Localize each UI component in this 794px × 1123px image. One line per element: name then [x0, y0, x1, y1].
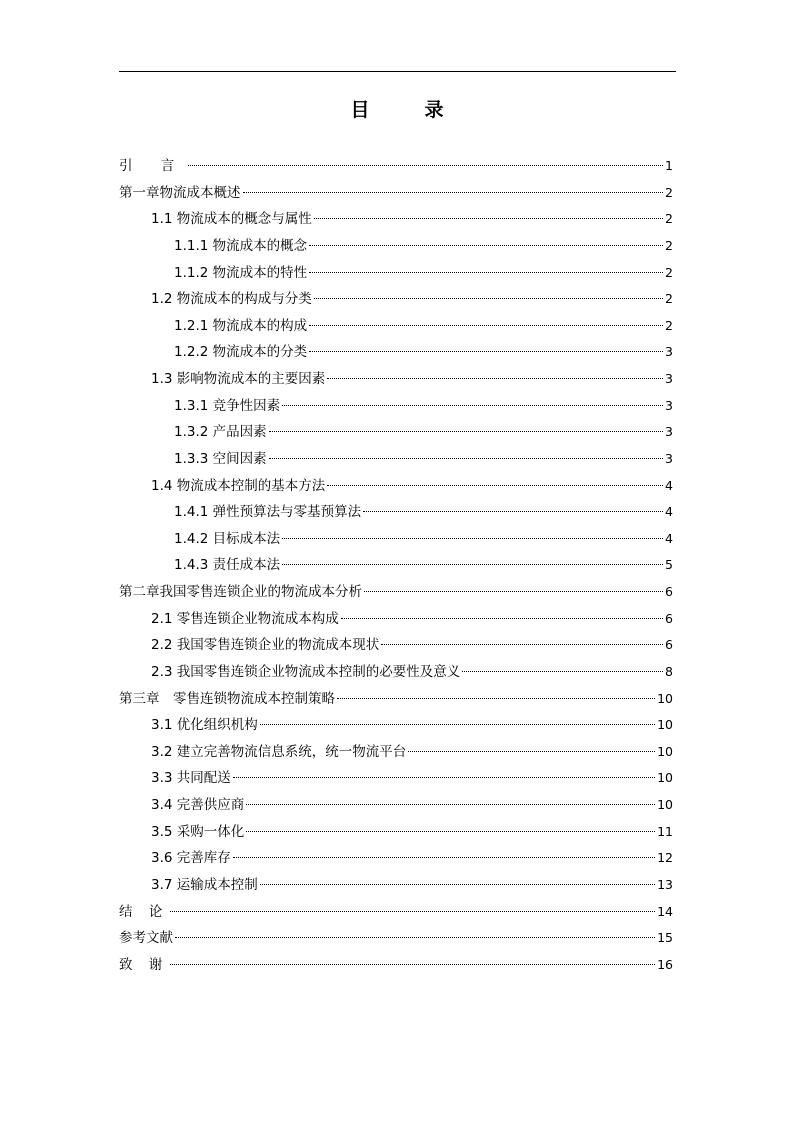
- dot-leader: [381, 644, 663, 645]
- toc-entry-label: 引 言: [119, 158, 187, 174]
- toc-entry-label: 1.3.3 空间因素: [174, 450, 267, 467]
- toc-entry-label: 1.3.1 竞争性因素: [174, 397, 281, 414]
- toc-page-number: 12: [657, 850, 673, 866]
- toc-entry[interactable]: [119, 659, 673, 686]
- toc-page-number: 13: [657, 876, 673, 892]
- dot-leader: [327, 485, 663, 486]
- toc-entry-label: 1.4.1 弹性预算法与零基预算法: [174, 504, 362, 521]
- toc-entry-label: 1.1 物流成本的概念与属性: [151, 211, 312, 228]
- dot-leader: [341, 618, 663, 619]
- toc-page-number: 6: [665, 610, 673, 626]
- toc-page-number: 8: [665, 663, 673, 679]
- toc-entry-label: 2.3 我国零售连锁企业物流成本控制的必要性及意义: [151, 663, 461, 680]
- toc-entry-label: 1.2.1 物流成本的构成: [174, 317, 308, 334]
- dot-leader: [233, 777, 655, 778]
- toc-page-number: 3: [665, 450, 673, 466]
- toc-page-number: 16: [657, 956, 673, 972]
- toc-entry-label: 第一章物流成本概述: [119, 184, 241, 201]
- toc-entry-label: 2.2 我国零售连锁企业的物流成本现状: [151, 637, 380, 654]
- toc-entry[interactable]: [119, 499, 673, 526]
- toc-entry-label: 1.2.2 物流成本的分类: [174, 344, 308, 361]
- toc-page-number: 2: [665, 237, 673, 253]
- toc-entry-label: 3.7 运输成本控制: [151, 876, 258, 893]
- toc-page-number: 6: [665, 637, 673, 653]
- toc-entry[interactable]: [119, 686, 673, 713]
- toc-entry[interactable]: [119, 925, 673, 952]
- toc-entry[interactable]: [119, 180, 673, 207]
- toc-entry[interactable]: [119, 313, 673, 340]
- toc-page-number: 2: [665, 184, 673, 200]
- toc-entry[interactable]: [119, 526, 673, 553]
- toc-entry-label: 1.2 物流成本的构成与分类: [151, 291, 312, 308]
- toc-entry-label: 2.1 零售连锁企业物流成本构成: [151, 610, 339, 627]
- toc-entry-label: 3.2 建立完善物流信息系统，统一物流平台: [151, 743, 407, 760]
- toc-page-number: 11: [657, 823, 673, 839]
- dot-leader: [269, 458, 663, 459]
- toc-page-number: 10: [657, 743, 673, 759]
- dot-leader: [337, 698, 655, 699]
- toc-entry[interactable]: [119, 792, 673, 819]
- toc-entry[interactable]: [119, 579, 673, 606]
- dot-leader: [246, 804, 655, 805]
- toc-entry[interactable]: [119, 845, 673, 872]
- toc-entry[interactable]: [119, 473, 673, 500]
- dot-leader: [309, 351, 663, 352]
- header-rule: [119, 71, 676, 72]
- toc-entry-label: 3.3 共同配送: [151, 770, 231, 787]
- toc-entry[interactable]: [119, 286, 673, 313]
- toc-page-number: 3: [665, 371, 673, 386]
- toc-page-number: 10: [657, 770, 673, 786]
- toc-page-number: 2: [665, 291, 673, 307]
- toc-entry-label: 1.1.1 物流成本的概念: [174, 237, 308, 254]
- toc-page-number: 4: [665, 477, 673, 493]
- toc-entry-label: 致 谢: [119, 956, 169, 973]
- toc-page-number: 6: [665, 584, 673, 599]
- toc-entry-label: 1.4.3 责任成本法: [174, 557, 281, 574]
- toc-page-number: 4: [665, 504, 673, 520]
- toc-entry[interactable]: [119, 872, 673, 899]
- dot-leader: [243, 192, 664, 193]
- toc-entry[interactable]: [119, 233, 673, 260]
- toc-page-number: 2: [665, 317, 673, 333]
- toc-entry-label: 参考文献: [119, 930, 173, 947]
- dot-leader: [170, 911, 655, 912]
- toc-entry[interactable]: [119, 446, 673, 473]
- toc-entry-label: 1.3.2 产品因素: [174, 424, 267, 441]
- dot-leader: [462, 671, 663, 672]
- dot-leader: [408, 751, 655, 752]
- dot-leader: [314, 298, 663, 299]
- dot-leader: [260, 884, 655, 885]
- toc-page-number: 3: [665, 397, 673, 413]
- toc-entry[interactable]: [119, 712, 673, 739]
- toc-entry-label: 3.4 完善供应商: [151, 797, 245, 813]
- dot-leader: [233, 857, 655, 858]
- toc-page-number: 5: [665, 557, 673, 573]
- toc-entry[interactable]: [119, 952, 673, 979]
- dot-leader: [246, 831, 655, 832]
- dot-leader: [364, 591, 663, 592]
- toc-page-number: 3: [665, 424, 673, 440]
- toc-entry[interactable]: [119, 339, 673, 366]
- table-of-contents: [119, 153, 673, 978]
- toc-entry-label: 1.1.2 物流成本的特性: [174, 264, 308, 281]
- toc-page-number: 4: [665, 530, 673, 546]
- toc-page-number: 15: [657, 930, 673, 946]
- dot-leader: [363, 511, 663, 512]
- toc-entry-label: 1.3 影响物流成本的主要因素: [151, 371, 326, 387]
- toc-page-number: 2: [665, 211, 673, 227]
- toc-page-number: 14: [657, 903, 673, 919]
- toc-entry-label: 3.6 完善库存: [151, 850, 231, 867]
- toc-entry[interactable]: [119, 606, 673, 633]
- toc-entry[interactable]: [119, 393, 673, 420]
- toc-entry[interactable]: [119, 419, 673, 446]
- toc-entry[interactable]: [119, 206, 673, 233]
- dot-leader: [309, 245, 663, 246]
- dot-leader: [282, 405, 663, 406]
- dot-leader: [170, 964, 655, 965]
- toc-page-number: 1: [665, 158, 673, 173]
- dot-leader: [282, 564, 663, 565]
- toc-entry-label: 第二章我国零售连锁企业的物流成本分析: [119, 584, 362, 600]
- toc-entry[interactable]: [119, 552, 673, 579]
- dot-leader: [188, 165, 663, 166]
- toc-entry-label: 1.4.2 目标成本法: [174, 530, 281, 547]
- toc-entry[interactable]: [119, 632, 673, 659]
- dot-leader: [269, 431, 663, 432]
- dot-leader: [260, 724, 655, 725]
- toc-entry-label: 3.1 优化组织机构: [151, 717, 258, 734]
- dot-leader: [327, 378, 663, 379]
- toc-entry[interactable]: [119, 153, 673, 180]
- toc-entry-label: 第三章 零售连锁物流成本控制策略: [119, 690, 335, 707]
- toc-page-number: 2: [665, 264, 673, 280]
- toc-entry[interactable]: [119, 819, 673, 846]
- toc-page-number: 10: [657, 690, 673, 706]
- toc-entry[interactable]: [119, 739, 673, 766]
- dot-leader: [175, 937, 655, 938]
- toc-page-number: 3: [665, 344, 673, 360]
- toc-entry[interactable]: [119, 765, 673, 792]
- dot-leader: [309, 325, 663, 326]
- toc-page-number: 10: [657, 717, 673, 733]
- toc-entry[interactable]: [119, 260, 673, 287]
- dot-leader: [314, 218, 663, 219]
- dot-leader: [282, 538, 663, 539]
- toc-entry-label: 1.4 物流成本控制的基本方法: [151, 477, 326, 494]
- page-title: 目 录: [350, 99, 462, 121]
- dot-leader: [309, 272, 663, 273]
- toc-entry[interactable]: [119, 899, 673, 926]
- toc-entry[interactable]: [119, 366, 673, 393]
- toc-entry-label: 3.5 采购一体化: [151, 823, 245, 840]
- toc-entry-label: 结 论: [119, 903, 169, 920]
- toc-page-number: 10: [657, 797, 673, 812]
